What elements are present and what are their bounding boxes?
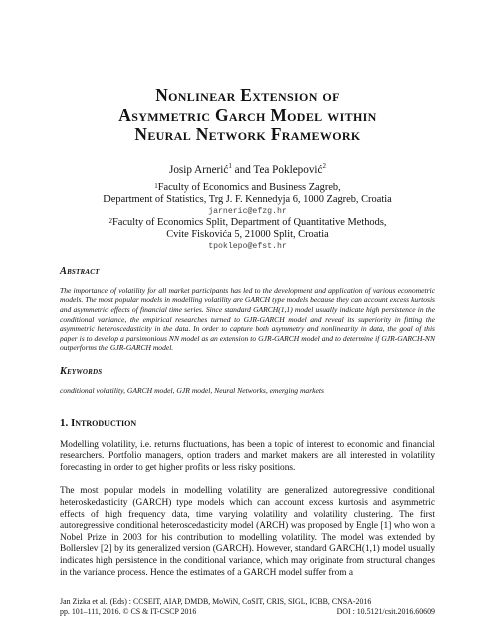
title-line-1: Nonlinear Extension of xyxy=(155,85,340,105)
footer-proceedings: Jan Zizka et al. (Eds) : CCSEIT, AIAP, DMDB, MoWiN, CoSIT, CRIS, SIGL, ICBB, CNSA-2016 xyxy=(60,597,372,606)
affiliation-2-line-2: Cvite Fiskovića 5, 21000 Split, Croatia xyxy=(166,229,329,241)
affiliation-2-email[interactable]: tpoklepo@efst.hr xyxy=(208,241,287,251)
keywords-heading: Keywords xyxy=(60,366,103,378)
title-line-2: Asymmetric Garch Model within xyxy=(118,104,377,125)
author-2-name: Tea Poklepović xyxy=(253,163,323,176)
affiliation-1-line-1: $^1$Faculty of Economics and Business Zagreb, xyxy=(154,181,341,193)
abstract-heading: Abstract xyxy=(60,265,100,277)
section-1-heading xyxy=(60,417,435,429)
affiliation-1-mark: 1 xyxy=(154,181,158,190)
affiliation-2-mark: 2 xyxy=(108,216,113,225)
affiliation-2-line-1: $^2$Faculty of Economics Split, Department of Quantitative Methods, xyxy=(108,216,387,228)
section-1-title: Introduction xyxy=(71,416,137,429)
affiliation-1-line-2: Department of Statistics, Trg J. F. Kennedyja 6, 1000 Zagreb, Croatia xyxy=(103,194,392,206)
author-2-affiliation-mark: 2 xyxy=(322,161,327,170)
author-connector: and xyxy=(231,163,254,176)
abstract-text: The importance of volatility for all market participants has led to the development and application of various econometric models. The most popular models in modelling volatility are GARCH type models because they can account excess kurtosis and asymmetric effects of financial time series. Since standard GARCH(1,1) model usually indicate high persistence in the conditional variance, the empirical researches turned to GJR-GARCH model and reveal its superiority in fitting the asymmetric heteroscedasticity in the data. In order to capture both asymmetry and nonlinearity in data, the goal of this paper is to develop a parsimonious NN model as an extension to GJR-GARCH model and to determine if GJR-GARCH-NN outperforms the GJR-GARCH model. xyxy=(60,285,435,353)
footer-row xyxy=(60,607,435,617)
footer-doi[interactable]: DOI : 10.5121/csit.2016.60609 xyxy=(336,607,435,617)
author-line xyxy=(60,161,435,176)
intro-paragraph-1: Modelling volatility, i.e. returns fluctuations, has been a topic of interest to economic and financial researchers. Portfolio managers, option traders and market makers are all interested in volatility forecasting in order to get higher profits or less risky positions. xyxy=(60,439,435,473)
paper-title xyxy=(60,0,435,145)
footer-pages: pp. 101–111, 2016. © CS & IT-CSCP 2016 xyxy=(60,607,197,617)
page-footer xyxy=(60,597,435,617)
keywords-text: conditional volatility, GARCH model, GJR model, Neural Networks, emerging markets xyxy=(60,386,324,396)
affiliations xyxy=(60,182,435,252)
intro-paragraph-2: The most popular models in modelling volatility are generalized autoregressive conditional heteroskedasticity (GARCH) type models which can account excess kurtosis and asymmetric effects of high frequency data, time varying volatility and volatility clustering. The first autoregressive conditional heteroscedasticity model (ARCH) was proposed by Engle [1] who won a Nobel Prize in 2003 for his contribution to modelling volatility. The model was extended by Bollerslev [2] by its generalized version (GARCH). However, standard GARCH(1,1) model usually indicates high persistence in the conditional variance, which may originate from structural changes in the variance process. Hence the estimates of a GARCH model suffer from a xyxy=(60,486,435,578)
section-1-number: 1. xyxy=(60,416,71,429)
author-1-name: Josip Arnerić xyxy=(168,163,229,176)
affiliation-1-email[interactable]: jarneric@efzg.hr xyxy=(208,206,287,216)
author-1-affiliation-mark: 1 xyxy=(228,161,232,170)
title-line-3: Neural Network Framework xyxy=(134,124,361,144)
